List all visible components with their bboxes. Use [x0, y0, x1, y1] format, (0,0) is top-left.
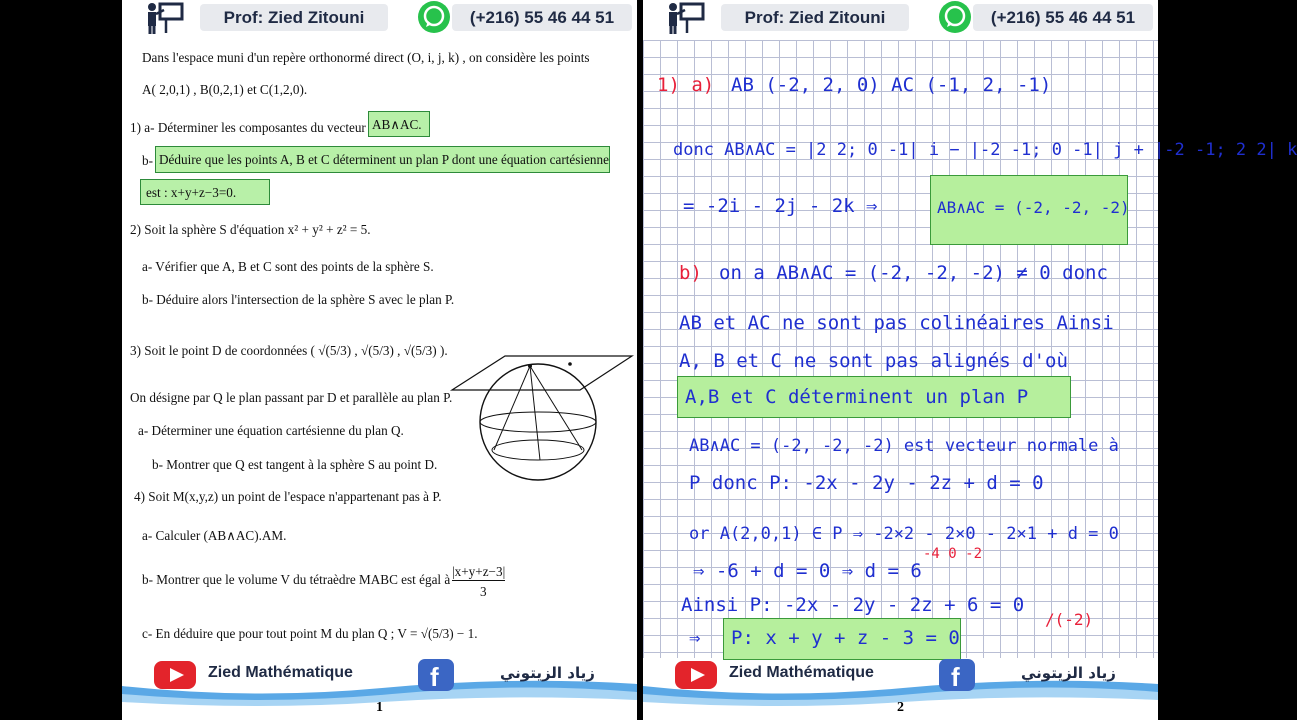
whatsapp-icon [418, 1, 450, 33]
teacher-name: Prof: Zied Zitouni [721, 4, 909, 31]
solution-1b-label: b) [679, 262, 702, 284]
page-number: 2 [897, 700, 904, 715]
page-footer [122, 658, 637, 720]
point-a-substitution: or A(2,0,1) ∈ P ⇒ -2×2 - 2×0 - 2×1 + d = 0 [689, 524, 1119, 544]
sphere-plane-figure [450, 352, 635, 487]
plane-conclusion: A,B et C déterminent un plan P [685, 386, 1029, 408]
teacher-board-icon [665, 2, 705, 34]
facebook-icon [418, 659, 454, 691]
question-2: 2) Soit la sphère S d'équation x² + y² + z² = 5. [130, 222, 371, 237]
cross-product-expansion: donc AB∧AC = |2 2; 0 -1| i − |-2 -1; 0 -1| j + |-2 -1; 2 2| k [673, 140, 1297, 160]
teacher-name-arabic: زياد الزيتوني [500, 664, 595, 682]
question-1b: Déduire que les points A, B et C déterminent un plan P dont une équation cartésienne [159, 152, 609, 167]
substitution-values: -4 0 -2 [923, 546, 983, 562]
not-aligned-text: A, B et C ne sont pas alignés d'où [679, 350, 1068, 372]
question-3: 3) Soit le point D de coordonnées ( √(5/3) , √(5/3) , √(5/3) ). [130, 343, 448, 358]
facebook-icon [939, 659, 975, 691]
question-4c: c- En déduire que pour tout point M du plan Q ; V = √(5/3) − 1. [142, 626, 478, 641]
youtube-icon [675, 661, 717, 689]
question-4a: a- Calculer (AB∧AC).AM. [142, 528, 287, 543]
boxed-cross-product: AB∧AC = (-2, -2, -2) [937, 198, 1130, 217]
plane-equation-final: Ainsi P: -2x - 2y - 2z + 6 = 0 [681, 594, 1025, 616]
worksheet-page-1 [122, 0, 637, 720]
whatsapp-icon [939, 1, 971, 33]
divide-annotation: /(-2) [1045, 610, 1094, 629]
question-1a: 1) a- Déterminer les composantes du vecteur [130, 120, 366, 135]
teacher-board-icon [144, 2, 184, 34]
points-text: A( 2,0,1) , B(0,2,1) et C(1,2,0). [142, 82, 308, 97]
fraction-denominator: 3 [480, 584, 487, 599]
implies-arrow: ⇒ [689, 627, 701, 649]
svg-text:f: f [951, 662, 960, 692]
plane-general-equation: P donc P: -2x - 2y - 2z + d = 0 [689, 472, 1044, 494]
cross-product-result: = -2i - 2j - 2k ⇒ [683, 195, 878, 217]
nonzero-cross-product: on a AB∧AC = (-2, -2, -2) ≠ 0 donc [719, 262, 1108, 284]
channel-name: Zied Mathématique [208, 664, 353, 681]
worksheet-page-2 [643, 0, 1297, 720]
question-4: 4) Soit M(x,y,z) un point de l'espace n'appartenant pas à P. [134, 489, 442, 504]
vectors-ab-ac: AB (-2, 2, 0) AC (-1, 2, -1) [731, 74, 1052, 96]
final-plane-equation: P: x + y + z - 3 = 0 [731, 627, 960, 649]
intro-text: Dans l'espace muni d'un repère orthonormé direct (O, i, j, k) , on considère les points [142, 50, 590, 65]
question-2a: a- Vérifier que A, B et C sont des points de la sphère S. [142, 259, 434, 274]
svg-text:f: f [430, 662, 439, 692]
channel-name: Zied Mathématique [729, 664, 874, 681]
question-4b: b- Montrer que le volume V du tétraèdre MABC est égal à [142, 572, 451, 587]
plane-equation: est : x+y+z−3=0. [146, 185, 237, 200]
page-header [643, 0, 1158, 36]
solution-1a-label: 1) a) [657, 74, 715, 96]
page-footer [643, 658, 1158, 720]
fraction-numerator: |x+y+z−3| [452, 564, 506, 579]
question-3b: b- Montrer que Q est tangent à la sphère S au point D. [152, 457, 438, 472]
phone-number: (+216) 55 46 44 51 [973, 4, 1153, 31]
teacher-name-arabic: زياد الزيتوني [1021, 664, 1116, 682]
not-collinear-text: AB et AC ne sont pas colinéaires Ainsi [679, 312, 1114, 334]
normal-vector-text: AB∧AC = (-2, -2, -2) est vecteur normale à [689, 436, 1119, 456]
solve-for-d: ⇒ -6 + d = 0 ⇒ d = 6 [693, 560, 922, 582]
question-1b-label: b- [142, 153, 153, 168]
phone-number: (+216) 55 46 44 51 [452, 4, 632, 31]
vector-product-label: AB∧AC. [372, 117, 422, 132]
question-3-intro: On désigne par Q le plan passant par D et parallèle au plan P. [130, 390, 453, 405]
question-2b: b- Déduire alors l'intersection de la sphère S avec le plan P. [142, 292, 455, 307]
page-number: 1 [376, 700, 383, 715]
youtube-icon [154, 661, 196, 689]
teacher-name: Prof: Zied Zitouni [200, 4, 388, 31]
question-3a: a- Déterminer une équation cartésienne du plan Q. [138, 423, 404, 438]
page-header [122, 0, 637, 36]
